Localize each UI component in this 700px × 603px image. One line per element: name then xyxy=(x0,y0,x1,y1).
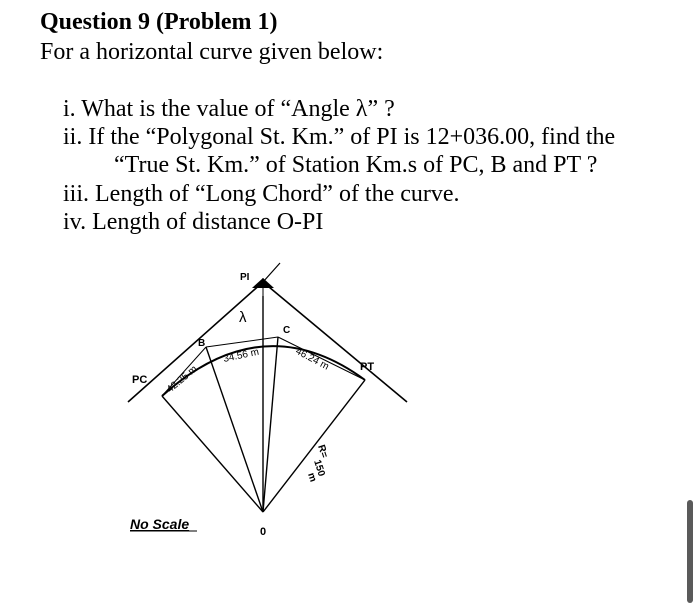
question-item-2-continued: “True St. Km.” of Station Km.s of PC, B and PT ? xyxy=(114,152,598,178)
radius-b xyxy=(206,347,263,512)
o-label: 0 xyxy=(260,526,267,538)
question-item-2: ii. If the “Polygonal St. Km.” of PI is 12+036.00, find the xyxy=(63,124,616,150)
curve-diagram xyxy=(118,250,410,545)
angle-lambda-label: λ xyxy=(239,309,247,326)
distance-c-pt: 46.24 m xyxy=(293,345,331,373)
radius-value: 150 xyxy=(311,458,327,478)
tangent-line-pi-pt xyxy=(263,282,407,402)
distance-b-c: 34.56 m xyxy=(222,346,260,365)
radius-pc xyxy=(162,396,263,512)
pi-label: PI xyxy=(240,272,250,283)
question-item-3: iii. Length of “Long Chord” of the curve. xyxy=(63,181,460,207)
vertical-scrollbar[interactable] xyxy=(687,500,693,603)
b-label: B xyxy=(198,338,206,349)
radius-prefix: R= xyxy=(315,443,330,460)
radius-c xyxy=(263,337,278,512)
c-label: C xyxy=(283,325,291,336)
pt-label: PT xyxy=(360,361,375,373)
radius-unit: m xyxy=(305,471,319,484)
question-item-4: iv. Length of distance O-PI xyxy=(63,209,324,235)
question-item-1: i. What is the value of “Angle λ” ? xyxy=(63,96,395,122)
distance-pc-b: 42.25 m xyxy=(164,363,200,396)
tangent-extension-line xyxy=(263,263,280,282)
question-title: Question 9 (Problem 1) xyxy=(40,9,278,35)
pc-label: PC xyxy=(132,374,148,386)
question-subtitle: For a horizontal curve given below: xyxy=(40,39,384,65)
radius-pt xyxy=(263,380,365,512)
no-scale-note: No Scale xyxy=(130,516,190,532)
curve-diagram-svg xyxy=(118,250,410,545)
